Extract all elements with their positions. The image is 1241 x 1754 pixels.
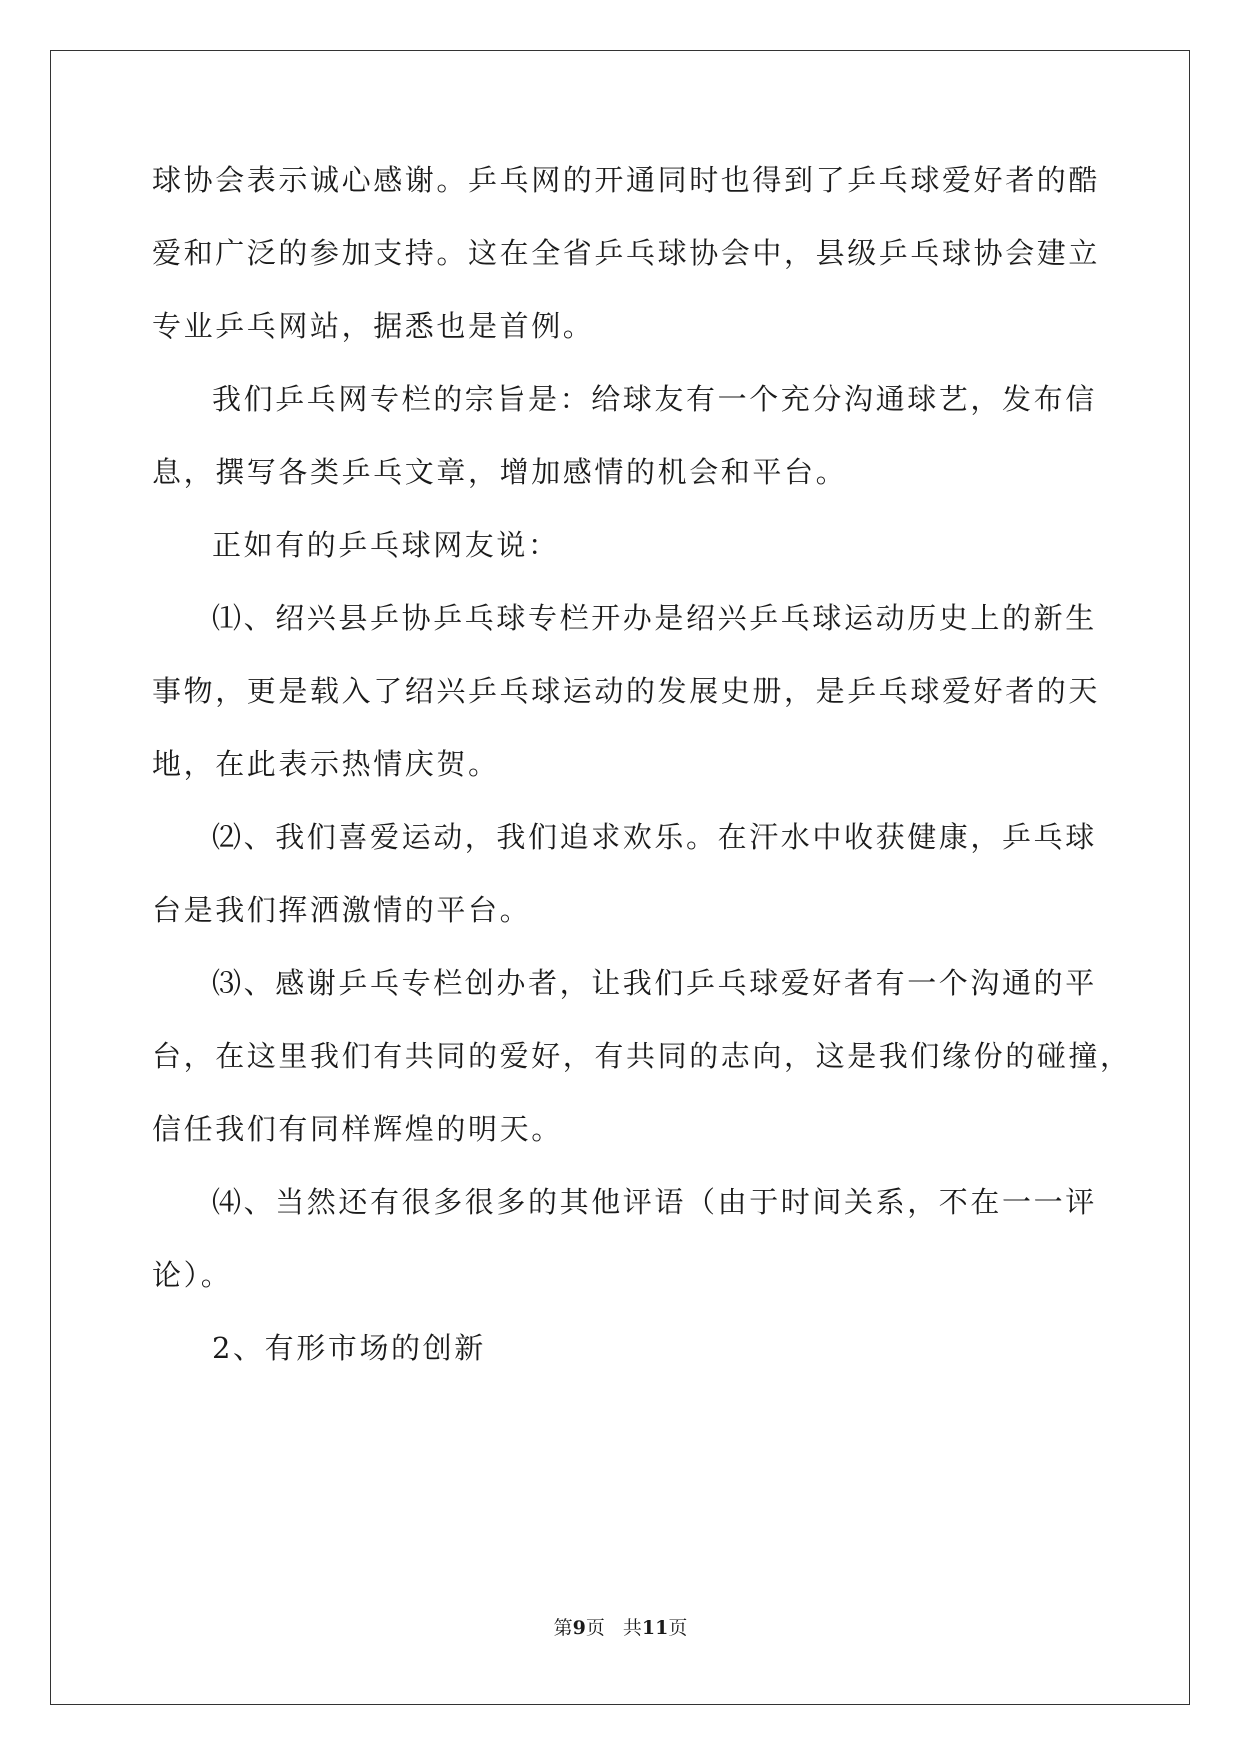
current-page-number: 9: [572, 1617, 586, 1639]
list-item-2-line: ⑵、我们喜爱运动，我们追求欢乐。在汗水中收获健康，乒乓球: [212, 820, 1097, 854]
text-line: 专业乒乓网站，据悉也是首例。: [152, 309, 595, 343]
text-line: 息，撰写各类乒乓文章，增加感情的机会和平台。: [152, 455, 848, 489]
page-prefix: 第: [553, 1617, 573, 1639]
list-item-4-line: ⑷、当然还有很多很多的其他评语（由于时间关系，不在一一评: [212, 1185, 1097, 1219]
paragraph-start-line: 我们乒乓网专栏的宗旨是：给球友有一个充分沟通球艺，发布信: [212, 382, 1097, 416]
text-line: 信任我们有同样辉煌的明天。: [152, 1112, 563, 1146]
total-page-number: 11: [641, 1617, 669, 1639]
text-line: 事物，更是载入了绍兴乒乓球运动的发展史册，是乒乓球爱好者的天: [152, 674, 1101, 708]
page-footer: [0, 1616, 1241, 1640]
text-line: 球协会表示诚心感谢。乒乓网的开通同时也得到了乒乓球爱好者的酷: [152, 163, 1101, 197]
text-line: 地，在此表示热情庆贺。: [152, 747, 500, 781]
total-prefix: 共: [622, 1617, 642, 1639]
text-line: 爱和广泛的参加支持。这在全省乒乓球协会中，县级乒乓球协会建立: [152, 236, 1101, 270]
page-border: [50, 50, 1190, 1705]
text-line: 论）。: [152, 1258, 233, 1292]
total-suffix: 页: [668, 1617, 688, 1639]
text-line: 台是我们挥洒激情的平台。: [152, 893, 532, 927]
list-item-1-line: ⑴、绍兴县乒协乒乓球专栏开办是绍兴乒乓球运动历史上的新生: [212, 601, 1097, 635]
paragraph-start-line: 正如有的乒乓球网友说：: [212, 528, 560, 562]
list-item-3-line: ⑶、感谢乒乓专栏创办者，让我们乒乓球爱好者有一个沟通的平: [212, 966, 1097, 1000]
text-line: 台，在这里我们有共同的爱好，有共同的志向，这是我们缘份的碰撞，: [152, 1039, 1132, 1073]
section-heading: 2、有形市场的创新: [212, 1331, 486, 1365]
page-suffix: 页: [585, 1617, 605, 1639]
